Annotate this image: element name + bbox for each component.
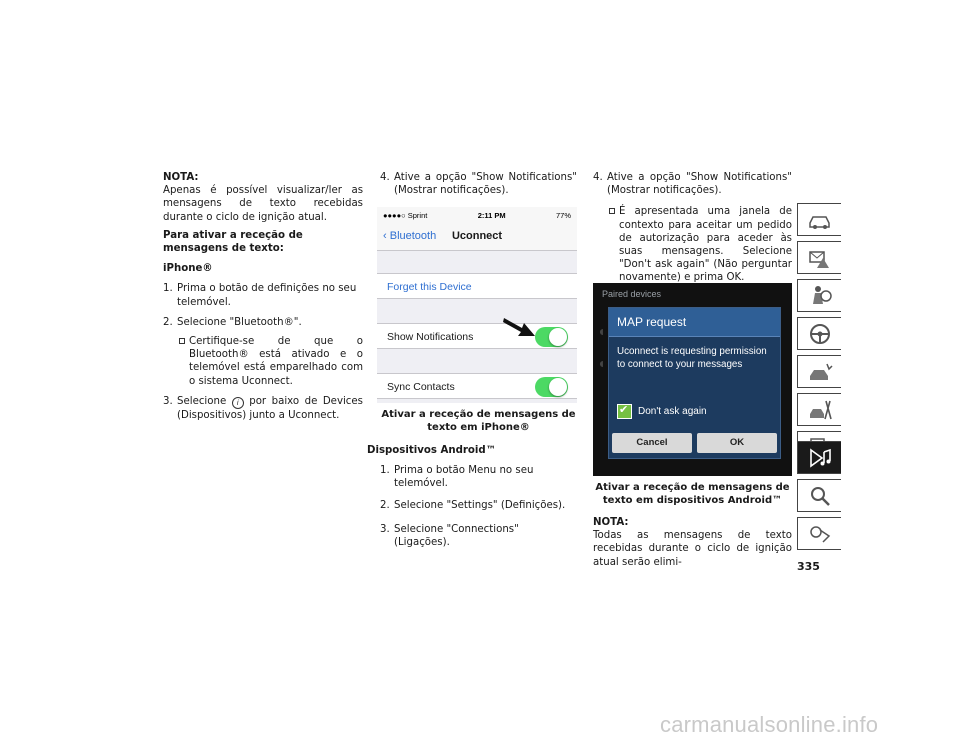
chevron-left-icon: ‹ — [383, 230, 390, 242]
android-screenshot — [593, 283, 792, 476]
iphone-status-bar — [377, 207, 577, 224]
watermark: carmanualsonline.info — [660, 712, 879, 737]
dont-ask-again-checkbox[interactable] — [617, 404, 707, 419]
tab-safety[interactable] — [797, 279, 841, 312]
right-note-label: NOTA: — [593, 517, 629, 528]
left-column — [163, 171, 363, 422]
tools-icon — [807, 398, 833, 422]
dialog-buttons — [609, 433, 780, 453]
step-2 — [163, 316, 363, 329]
checkmark-icon — [617, 404, 632, 419]
background-device-icon: ◖ — [597, 323, 606, 339]
crash-icon — [807, 360, 833, 384]
step-2-number: 2. — [163, 316, 173, 328]
step-3-post: por baixo de Devices (Dispositivos) junto a Uconnect. — [177, 395, 363, 421]
middle-column — [380, 171, 577, 197]
activate-heading: Para ativar a receção de mensagens de texto: — [163, 229, 303, 255]
show-notifications-row — [377, 323, 577, 349]
nav-title: Uconnect — [451, 230, 503, 242]
right-note-text: Todas as mensagens de texto recebidas durante o ciclo de ignição atual serão elimi- — [593, 530, 792, 568]
step-3 — [163, 395, 363, 422]
warning-envelope-icon — [807, 246, 833, 270]
ok-button[interactable]: OK — [697, 433, 777, 453]
car-icon — [807, 208, 833, 232]
android-step-3-number: 3. — [380, 523, 390, 535]
pointer-arrow-icon — [502, 314, 536, 340]
steering-wheel-icon — [807, 322, 833, 346]
middle-step-4-number: 4. — [380, 172, 390, 183]
back-label: Bluetooth — [389, 230, 437, 242]
step-1-number: 1. — [163, 283, 173, 295]
middle-step-4-text: Ative a opção "Show Notifications" (Mostrar notificações). — [394, 172, 577, 197]
step-2-text: Selecione "Bluetooth®". — [177, 316, 302, 328]
right-column-lower — [593, 482, 792, 569]
info-icon: i — [232, 397, 244, 409]
android-step-1-number: 1. — [380, 465, 390, 477]
airbag-icon — [807, 284, 833, 308]
android-step-1 — [380, 464, 577, 490]
background-device-icon: ◖ — [597, 355, 606, 371]
tab-multimedia[interactable] — [797, 441, 841, 474]
android-step-2-text: Selecione "Settings" (Definições). — [394, 499, 566, 511]
right-step-4 — [593, 171, 792, 197]
dont-ask-again-label: Don't ask again — [638, 406, 707, 417]
step-3-number: 3. — [163, 395, 173, 407]
tab-service[interactable] — [797, 393, 841, 426]
tab-emergency[interactable] — [797, 355, 841, 388]
map-request-dialog — [608, 307, 781, 459]
android-step-2-number: 2. — [380, 499, 390, 511]
iphone-screenshot — [377, 207, 577, 403]
forget-device-button[interactable]: Forget this Device — [377, 273, 577, 299]
right-sub-bullet-text: É apresentada uma janela de contexto para aceitar um pedido de autorização para aceder às suas mensagens. Selecione "Don't ask again" (Não perguntar novamente) e prima OK. — [619, 206, 792, 284]
right-step-4-number: 4. — [593, 172, 603, 183]
right-column — [593, 171, 792, 285]
sync-contacts-label: Sync Contacts — [387, 381, 455, 393]
iphone-heading: iPhone® — [163, 263, 213, 275]
middle-column-lower — [367, 409, 577, 549]
sync-contacts-row — [377, 373, 577, 399]
step-3-pre: Selecione — [177, 395, 227, 407]
tab-warnings[interactable] — [797, 241, 841, 274]
page-number: 335 — [797, 560, 820, 573]
search-icon — [807, 484, 833, 508]
android-step-3-text: Selecione "Connections" (Ligações). — [394, 523, 519, 549]
android-caption: Ativar a receção de mensagens de texto em dispositivos Android™ — [595, 482, 790, 506]
tab-languages[interactable] — [797, 517, 841, 550]
sync-contacts-toggle[interactable] — [535, 377, 568, 397]
paired-devices-label: Paired devices — [602, 289, 662, 299]
android-step-1-text: Prima o botão Menu no seu telemóvel. — [394, 465, 534, 490]
language-icon — [807, 522, 833, 546]
iphone-nav-bar — [377, 224, 577, 251]
show-notifications-label: Show Notifications — [387, 331, 474, 343]
sub-bullet-text: Certifique-se de que o Bluetooth® está ativado e o telemóvel está emparelhado com o sistema Uconnect. — [189, 336, 363, 387]
media-note-icon — [807, 446, 833, 470]
dialog-message: Uconnect is requesting permission to connect to your messages — [617, 346, 767, 370]
android-step-2 — [380, 499, 577, 512]
android-step-3 — [380, 523, 577, 549]
cancel-button[interactable]: Cancel — [612, 433, 692, 453]
battery-label: 77% — [555, 211, 571, 220]
tab-driving[interactable] — [797, 317, 841, 350]
sub-bullet — [177, 335, 363, 388]
dialog-title: MAP request — [609, 308, 780, 337]
right-step-4-text: Ative a opção "Show Notifications" (Mostrar notificações). — [607, 172, 792, 197]
step-1-text: Prima o botão de definições no seu telemóvel. — [177, 283, 357, 308]
note-label: NOTA: — [163, 172, 199, 183]
time-label: 2:11 PM — [477, 211, 506, 220]
middle-step-4 — [380, 171, 577, 197]
tab-car[interactable] — [797, 203, 841, 236]
bullet-box-icon — [179, 338, 185, 344]
note-text: Apenas é possível visualizar/ler as mensagens de texto recebidas durante o ciclo de ignição atual. — [163, 185, 363, 223]
carrier-label: ●●●●○ Sprint — [383, 211, 428, 220]
iphone-caption: Ativar a receção de mensagens de texto em iPhone® — [381, 409, 576, 433]
step-1 — [163, 282, 363, 308]
tab-index[interactable] — [797, 479, 841, 512]
show-notifications-toggle[interactable] — [535, 327, 568, 347]
android-heading: Dispositivos Android™ — [367, 445, 496, 456]
right-sub-bullet — [607, 205, 792, 284]
bullet-box-icon — [609, 208, 615, 214]
